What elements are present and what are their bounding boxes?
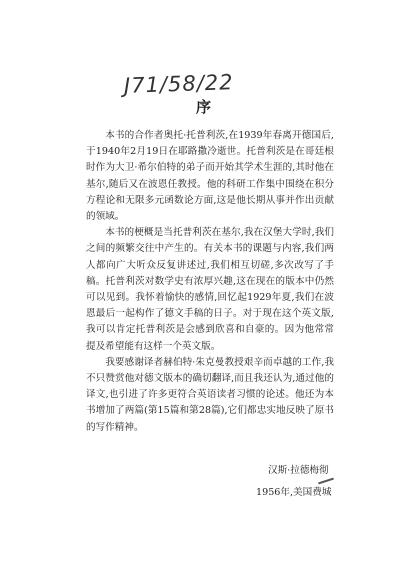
signature-name: 汉斯·拉德梅彻 xyxy=(268,465,329,476)
preface-body xyxy=(86,128,334,436)
handwritten-call-number: J71/58/22 xyxy=(123,70,234,98)
page-title: 序 xyxy=(196,98,212,116)
paragraph-1: 本书的合作者奥托·托普利茨,在1939年春离开德国后,于1940年2月19日在耶路撒冷逝世。托普利茨是在哥廷根时作为大卫·希尔伯特的弟子而开始其学术生涯的,其时他在基尔,随后又在波恩任教授。他的科研工作集中围绕在积分方程论和无限多元函数论方面,这是他长期从事并作出贡献的领域。 xyxy=(86,130,334,223)
paragraph-2: 本书的梗概是当托普利茨在基尔,我在汉堡大学时,我们之间的频繁交往中产生的。有关本书的课题与内容,我们两人都向广大听众反复讲述过,我们相互切磋,多次改写了手稿。托普利茨对数学史有浓厚兴趣,这在现在的版本中仍然可以见到。我怀着愉快的感情,回忆起1929年夏,我们在波恩最后一起构作了德文手稿的日子。对于现在这个英文版,我可以肯定托普利茨是会感到欣喜和自豪的。因为他常常提及希望能有这样一个英文版。 xyxy=(86,227,334,352)
paragraph-3: 我要感谢译者赫伯特·朱克曼教授艰辛而卓越的工作,我不只赞赏他对德文版本的确切翻译,而且我还认为,通过他的译文,也引进了许多更符合英语读者习惯的论述。他还为本书增加了两篇(第15篇和第28篇),它们都忠实地反映了原书的写作精神。 xyxy=(86,356,334,433)
signature-date-place: 1956年,美国费城 xyxy=(256,487,332,498)
